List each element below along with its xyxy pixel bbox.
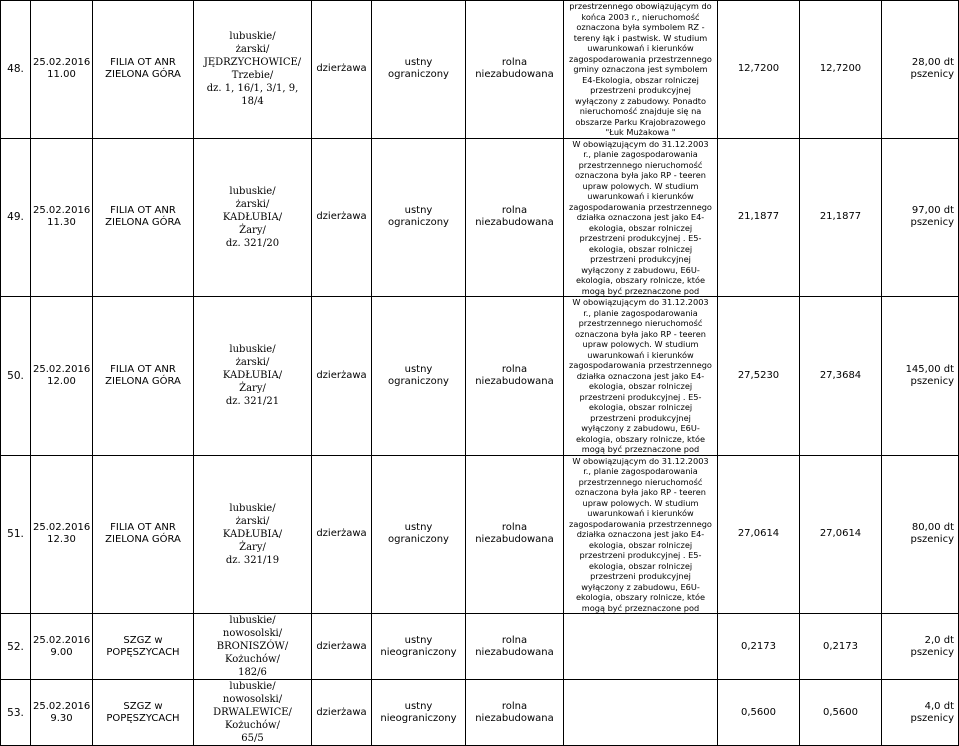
table-row	[1, 297, 959, 456]
land-type: rolna niezabudowana	[466, 138, 564, 297]
tender-type: ustny ograniczony	[372, 297, 466, 456]
tender-date: 25.02.2016 11.30	[31, 138, 93, 297]
arable-area: 12,7200	[800, 1, 882, 139]
tender-date: 25.02.2016 12.00	[31, 297, 93, 456]
starting-rent: 2,0 dt pszenicy	[882, 614, 959, 680]
row-number: 50.	[1, 297, 31, 456]
tender-place: FILIA OT ANR ZIELONA GÓRA	[93, 455, 194, 614]
arable-area: 0,2173	[800, 614, 882, 680]
arable-area: 27,0614	[800, 455, 882, 614]
property-location: lubuskie/ nowosolski/ DRWALEWICE/ Kożuchów/ 65/5	[194, 680, 312, 746]
tender-place: FILIA OT ANR ZIELONA GÓRA	[93, 1, 194, 139]
table-row	[1, 680, 959, 746]
zoning-description: W obowiązującym do 31.12.2003 r., planie zagospodarowania przestrzennego nieruchomość oznaczona była jako RP - teeren upraw polowych. W studium uwarunkowań i kierunków zagospodarowania przestrzennego działka oznaczona jest jako E4- ekologia, obszar rolniczej przestrzeni produkcyjnej . E5- ekologia, obszar rolniczej przestrzeni produkcyjnej wyłączony z zabudowu, E6U- ekologia, obszary rolnicze, któe mogą być przeznaczone pod	[564, 297, 718, 456]
property-location: lubuskie/ żarski/ KADŁUBIA/ Żary/ dz. 321/20	[194, 138, 312, 297]
total-area: 27,0614	[718, 455, 800, 614]
total-area: 12,7200	[718, 1, 800, 139]
sale-form: dzierżawa	[312, 1, 372, 139]
land-type: rolna niezabudowana	[466, 297, 564, 456]
zoning-description	[564, 680, 718, 746]
row-number: 51.	[1, 455, 31, 614]
starting-rent: 4,0 dt pszenicy	[882, 680, 959, 746]
tender-date: 25.02.2016 11.00	[31, 1, 93, 139]
tender-type: ustny ograniczony	[372, 1, 466, 139]
row-number: 49.	[1, 138, 31, 297]
total-area: 27,5230	[718, 297, 800, 456]
sale-form: dzierżawa	[312, 297, 372, 456]
zoning-description: W obowiązującym do 31.12.2003 r., planie zagospodarowania przestrzennego nieruchomość oznaczona była jako RP - teeren upraw polowych. W studium uwarunkowań i kierunków zagospodarowania przestrzennego działka oznaczona jest jako E4- ekologia, obszar rolniczej przestrzeni produkcyjnej . E5- ekologia, obszar rolniczej przestrzeni produkcyjnej wyłączony z zabudowu, E6U- ekologia, obszary rolnicze, któe mogą być przeznaczone pod	[564, 138, 718, 297]
row-number: 53.	[1, 680, 31, 746]
total-area: 0,5600	[718, 680, 800, 746]
zoning-description: przestrzennego obowiązującym do końca 2003 r., nieruchomość oznaczona była symbolem RZ - tereny łąk i pastwisk. W studium uwarunkowań i kierunków zagospodarowania przestrzennego gminy oznaczona jest symbolem E4-Ekologia, obszar rolniczej przestrzeni produkcyjnej wyłączony z zabudowy. Ponadto nieruchomość znajduje się na obszarze Parku Krajobrazowego "Łuk Mużakowa "	[564, 1, 718, 139]
property-location: lubuskie/ żarski/ JĘDRZYCHOWICE/ Trzebie/ dz. 1, 16/1, 3/1, 9, 18/4	[194, 1, 312, 139]
zoning-description: W obowiązującym do 31.12.2003 r., planie zagospodarowania przestrzennego nieruchomość oznaczona była jako RP - teeren upraw polowych. W studium uwarunkowań i kierunków zagospodarowania przestrzennego działka oznaczona jest jako E4- ekologia, obszar rolniczej przestrzeni produkcyjnej . E5- ekologia, obszar rolniczej przestrzeni produkcyjnej wyłączony z zabudowu, E6U- ekologia, obszary rolnicze, któe mogą być przeznaczone pod	[564, 455, 718, 614]
tender-date: 25.02.2016 9.00	[31, 614, 93, 680]
starting-rent: 80,00 dt pszenicy	[882, 455, 959, 614]
sale-form: dzierżawa	[312, 614, 372, 680]
tender-place: SZGZ w POPĘSZYCACH	[93, 614, 194, 680]
tender-date: 25.02.2016 12.30	[31, 455, 93, 614]
table-row	[1, 138, 959, 297]
property-location: lubuskie/ nowosolski/ BRONISZÓW/ Kożuchów/ 182/6	[194, 614, 312, 680]
property-location: lubuskie/ żarski/ KADŁUBIA/ Żary/ dz. 321/19	[194, 455, 312, 614]
tender-type: ustny nieograniczony	[372, 680, 466, 746]
starting-rent: 145,00 dt pszenicy	[882, 297, 959, 456]
table-row	[1, 614, 959, 680]
sale-form: dzierżawa	[312, 680, 372, 746]
land-type: rolna niezabudowana	[466, 455, 564, 614]
total-area: 21,1877	[718, 138, 800, 297]
sale-form: dzierżawa	[312, 138, 372, 297]
sale-form: dzierżawa	[312, 455, 372, 614]
table-row	[1, 1, 959, 139]
tender-place: SZGZ w POPĘSZYCACH	[93, 680, 194, 746]
land-type: rolna niezabudowana	[466, 680, 564, 746]
total-area: 0,2173	[718, 614, 800, 680]
starting-rent: 28,00 dt pszenicy	[882, 1, 959, 139]
row-number: 48.	[1, 1, 31, 139]
tender-date: 25.02.2016 9.30	[31, 680, 93, 746]
tender-place: FILIA OT ANR ZIELONA GÓRA	[93, 138, 194, 297]
arable-area: 27,3684	[800, 297, 882, 456]
table-row	[1, 455, 959, 614]
tender-type: ustny ograniczony	[372, 455, 466, 614]
tender-type: ustny nieograniczony	[372, 614, 466, 680]
property-location: lubuskie/ żarski/ KADŁUBIA/ Żary/ dz. 321/21	[194, 297, 312, 456]
arable-area: 21,1877	[800, 138, 882, 297]
arable-area: 0,5600	[800, 680, 882, 746]
land-type: rolna niezabudowana	[466, 1, 564, 139]
row-number: 52.	[1, 614, 31, 680]
tender-type: ustny ograniczony	[372, 138, 466, 297]
zoning-description	[564, 614, 718, 680]
tender-place: FILIA OT ANR ZIELONA GÓRA	[93, 297, 194, 456]
starting-rent: 97,00 dt pszenicy	[882, 138, 959, 297]
land-type: rolna niezabudowana	[466, 614, 564, 680]
